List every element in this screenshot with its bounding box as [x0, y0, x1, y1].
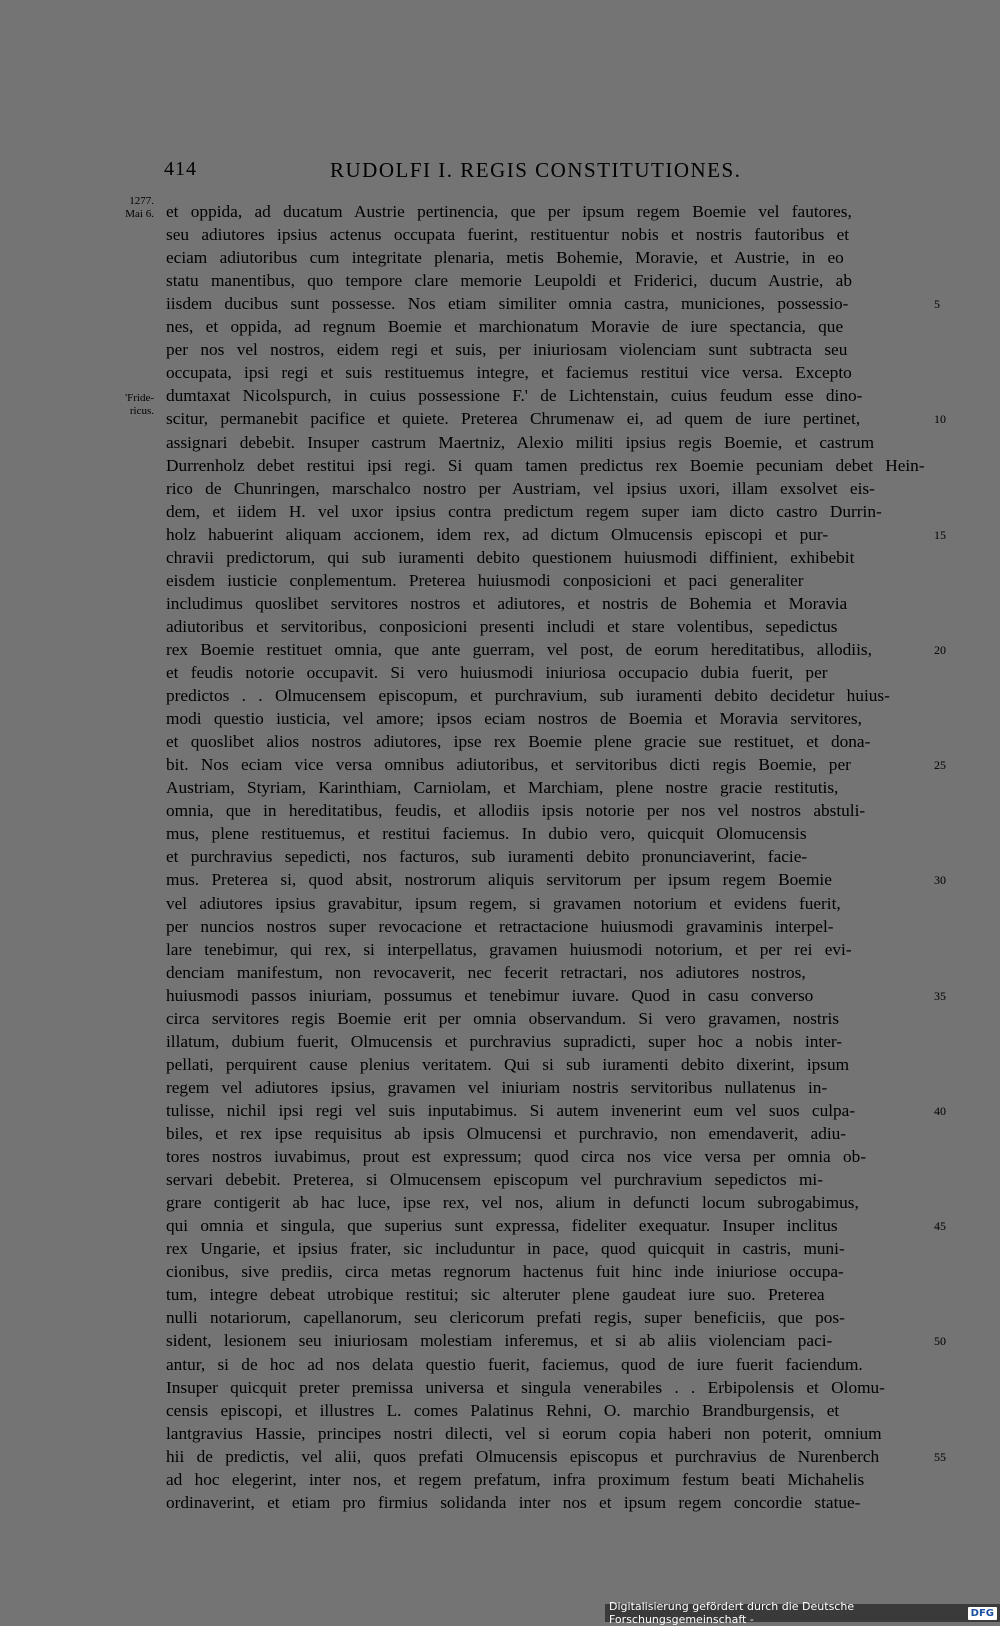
running-title: RUDOLFI I. REGIS CONSTITUTIONES. [330, 158, 742, 182]
line-number: 20 [934, 642, 946, 657]
text-line: illatum, dubium fuerit, Olmucensis et purchravius supradicti, super hoc a nobis inter- [166, 1031, 843, 1051]
text-line: et quoslibet alios nostros adiutores, ipse rex Boemie plene gracie sue restituet, et dona- [166, 732, 871, 752]
dfg-logo-icon: DFG [968, 1607, 997, 1620]
text-line: pellati, perquirent cause plenius veritatem. Qui si sub iuramenti debito dixerint, ipsum [166, 1054, 850, 1074]
line-number: 35 [934, 988, 946, 1003]
text-line: seu adiutores ipsius actenus occupata fuerint, restituentur nobis et nostris fautoribus et [166, 225, 850, 245]
text-line: sident, lesionem seu iniuriosam molestiam inferemus, et si ab aliis violenciam paci- [166, 1331, 833, 1351]
text-line: vel adiutores ipsius gravabitur, ipsum regem, si gravamen notorium et evidens fuerit, [166, 893, 841, 913]
line-number: 15 [934, 527, 946, 542]
text-line: servari debebit. Preterea, si Olmucensem episcopum vel purchravium sepedictos mi- [166, 1170, 823, 1190]
text-line: mus, plene restituemus, et restitui faciemus. In dubio vero, quicquit Olomucensis [166, 824, 807, 844]
text-line: et purchravius sepedicti, nos facturos, sub iuramenti debito pronunciaverint, facie- [166, 847, 808, 867]
text-line: holz habuerint aliquam accionem, idem rex, ad dictum Olmucensis episcopi et pur- [166, 524, 829, 544]
text-line: hii de predictis, vel alii, quos prefati Olmucensis episcopus et purchravius de Nurenberch [166, 1446, 880, 1466]
text-line: includimus quoslibet servitores nostros et adiutores, et nostris de Bohemia et Moravia [166, 593, 848, 613]
text-line: rex Ungarie, et ipsius frater, sic includuntur in pace, quod quicquit in castris, muni- [166, 1239, 845, 1259]
line-number: 25 [934, 758, 946, 773]
text-line: antur, si de hoc ad nos delata questio fuerit, faciemus, quod de iure fuerit faciendum. [166, 1354, 863, 1374]
line-number: 50 [934, 1334, 946, 1349]
margin-note: 'Fride- ricus. [125, 392, 154, 417]
text-line: biles, et rex ipse requisitus ab ipsis Olmucensi et purchravio, non emendaverit, adiu- [166, 1124, 847, 1143]
line-number: 45 [934, 1219, 946, 1234]
text-line: Austriam, Styriam, Karinthiam, Carniolam, et Marchiam, plene nostre gracie restitutis, [166, 778, 839, 798]
text-line: ad hoc elegerint, inter nos, et regem prefatum, infra proximum festum beati Michahelis [166, 1469, 865, 1489]
text-line: huiusmodi passos iniuriam, possumus et tenebimur iuvare. Quod in casu converso [166, 985, 814, 1005]
text-line: dumtaxat Nicolspurch, in cuius possessione F.' de Lichtenstain, cuius feudum esse dino- [166, 386, 863, 406]
text-line: mus. Preterea si, quod absit, nostrorum aliquis servitorum per ipsum regem Boemie [166, 870, 832, 890]
text-line: circa servitores regis Boemie erit per omnia observandum. Si vero gravamen, nostris [166, 1008, 839, 1028]
text-line: nes, et oppida, ad regnum Boemie et marchionatum Moravie de iure spectancia, que [166, 317, 844, 337]
line-number: 10 [934, 412, 946, 427]
line-number: 55 [934, 1449, 946, 1464]
text-line: bit. Nos eciam vice versa omnibus adiutoribus, et servitoribus dicti regis Boemie, per [166, 755, 851, 775]
text-line: eisdem iusticie conplementum. Preterea huiusmodi conposicioni et paci generaliter [166, 570, 804, 590]
page-number: 414 [164, 158, 197, 180]
text-line: nulli notariorum, capellanorum, seu clericorum prefati regis, super beneficiis, que pos- [166, 1308, 845, 1328]
text-line: et oppida, ad ducatum Austrie pertinencia, que per ipsum regem Boemie vel fautores, [166, 202, 852, 221]
text-line: scitur, permanebit pacifice et quiete. Preterea Chrumenaw ei, ad quem de iure pertinet, [166, 409, 861, 429]
text-line: et feudis notorie occupavit. Si vero huiusmodi iniuriosa occupacio dubia fuerit, per [166, 663, 828, 682]
text-line: lare tenebimur, qui rex, si interpellatus, gravamen huiusmodi notorium, et per rei evi- [166, 939, 852, 959]
text-line: omnia, que in hereditatibus, feudis, et allodiis ipsis notorie per nos vel nostros abstuli- [166, 801, 866, 821]
text-line: occupata, ipsi regi et suis restituemus integre, et faciemus restitui vice versa. Excepto [166, 363, 852, 383]
text-line: tulisse, nichil ipsi regi vel suis inputabimus. Si autem invenerint eum vel suos culpa- [166, 1100, 856, 1120]
text-line: regem vel adiutores ipsius, gravamen vel iniuriam nostris servitoribus nullatenus in- [166, 1077, 828, 1097]
text-line: rex Boemie restituet omnia, que ante guerram, vel post, de eorum hereditatibus, allodiis, [166, 639, 872, 659]
text-line: tum, integre debeat utrobique restitui; sic alteruter plene gaudeat iure suo. Preterea [166, 1285, 825, 1305]
text-line: rico de Chunringen, marschalco nostro per Austriam, vel ipsius uxori, illam exsolvet eis- [166, 478, 875, 498]
text-line: per nuncios nostros super revocacione et retractacione huiusmodi gravaminis interpel- [166, 916, 834, 936]
text-line: tores nostros iuvabimus, prout est expressum; quod circa nos vice versa per omnia ob- [166, 1147, 867, 1167]
text-line: dem, et iidem H. vel uxor ipsius contra predictum regem super iam dicto castro Durrin- [166, 501, 882, 521]
text-line: per nos vel nostros, eidem regi et suis, per iniuriosam violenciam sunt subtracta seu [166, 340, 848, 360]
line-number: 30 [934, 873, 946, 888]
text-line: Insuper quicquit preter premissa universa et singula venerabiles . . Erbipolensis et Olomu- [166, 1377, 885, 1397]
text-line: chravii predictorum, qui sub iuramenti debito questionem huiusmodi diffinient, exhibebit [166, 547, 855, 567]
text-line: cionibus, sive prediis, circa metas regnorum hactenus fuit hinc inde iniuriose occupa- [166, 1262, 844, 1282]
footer-text: Digitalisierung gefördert durch die Deutsche Forschungsgemeinschaft - [609, 1600, 855, 1626]
text-line: denciam manifestum, non revocaverit, nec fecerit retractari, nos adiutores nostros, [166, 962, 806, 982]
text-line: Durrenholz debet restitui ipsi regi. Si quam tamen predictus rex Boemie pecuniam debet Hein- [166, 455, 925, 475]
text-line: qui omnia et singula, que superius sunt expressa, fideliter exequatur. Insuper inclitus [166, 1216, 838, 1236]
text-line: predictos . . Olmucensem episcopum, et purchravium, sub iuramenti debito decidetur huius- [166, 686, 890, 706]
line-number: 40 [934, 1103, 946, 1118]
text-line: modi questio iusticia, vel amore; ipsos eciam nostros de Boemia et Moravia servitores, [166, 709, 862, 729]
text-line: ordinaverint, et etiam pro firmius solidanda inter nos et ipsum regem concordie statue- [166, 1492, 861, 1512]
text-line: iisdem ducibus sunt possesse. Nos etiam similiter omnia castra, municiones, possessio- [166, 294, 849, 314]
text-line: censis episcopi, et illustres L. comes Palatinus Rehni, O. marchio Brandburgensis, et [166, 1400, 840, 1420]
text-line: statu manentibus, quo tempore clare memorie Leupoldi et Friderici, ducum Austrie, ab [166, 271, 852, 291]
text-line: adiutoribus et servitoribus, conposicioni presenti includi et stare volentibus, sepedictus [166, 616, 838, 636]
text-line: assignari debebit. Insuper castrum Maertniz, Alexio militi ipsius regis Boemie, et castrum [166, 432, 875, 452]
text-line: lantgravius Hassie, principes nostri dilecti, vel si eorum copia haberi non poterit, omnium [166, 1423, 882, 1443]
text-line: eciam adiutoribus cum integritate plenaria, metis Bohemie, Moravie, et Austrie, in eo [166, 248, 844, 268]
margin-note: 1277. Mai 6. [125, 195, 154, 220]
line-number: 5 [934, 297, 940, 312]
footer-credit[interactable] [605, 1600, 1000, 1626]
text-line: grare contigerit ab hac luce, ipse rex, vel nos, alium in defuncti locum subrogabimus, [166, 1193, 859, 1213]
